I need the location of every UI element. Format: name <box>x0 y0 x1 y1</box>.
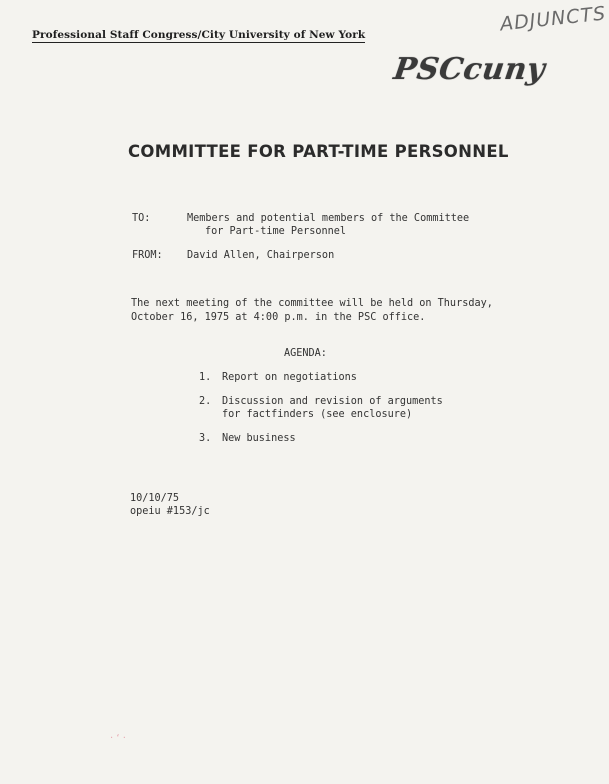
agenda-item-text: Discussion and revision of arguments <box>222 396 443 407</box>
memo-date: 10/10/75 <box>130 493 180 504</box>
to-recipients-line2: for Part-time Personnel <box>205 226 347 237</box>
organization-header: Professional Staff Congress/City University of New York <box>32 29 366 41</box>
agenda-item-number: 2. <box>199 396 212 407</box>
psc-cuny-logo: PSCcuny <box>391 52 548 87</box>
body-line-1: The next meeting of the committee will be held on Thursday, <box>131 298 493 309</box>
agenda-item-number: 3. <box>199 433 212 444</box>
from-value: David Allen, Chairperson <box>187 250 335 261</box>
handwritten-note: ADJUNCTS <box>499 2 608 36</box>
agenda-item-number: 1. <box>199 372 212 383</box>
to-recipients-line1: Members and potential members of the Committee <box>187 213 470 224</box>
from-label: FROM: <box>132 250 163 261</box>
agenda-item-text: Report on negotiations <box>222 372 357 383</box>
body-line-2: October 16, 1975 at 4:00 p.m. in the PSC office. <box>131 312 426 323</box>
to-label: TO: <box>132 213 151 224</box>
agenda-item-text: New business <box>222 433 296 444</box>
typist-reference: opeiu #153/jc <box>130 506 210 517</box>
agenda-heading: AGENDA: <box>284 348 327 359</box>
memo-title: COMMITTEE FOR PART-TIME PERSONNEL <box>128 142 509 161</box>
stray-ink-mark: · ‘ · <box>110 733 126 744</box>
agenda-item-text-continued: for factfinders (see enclosure) <box>222 409 413 420</box>
